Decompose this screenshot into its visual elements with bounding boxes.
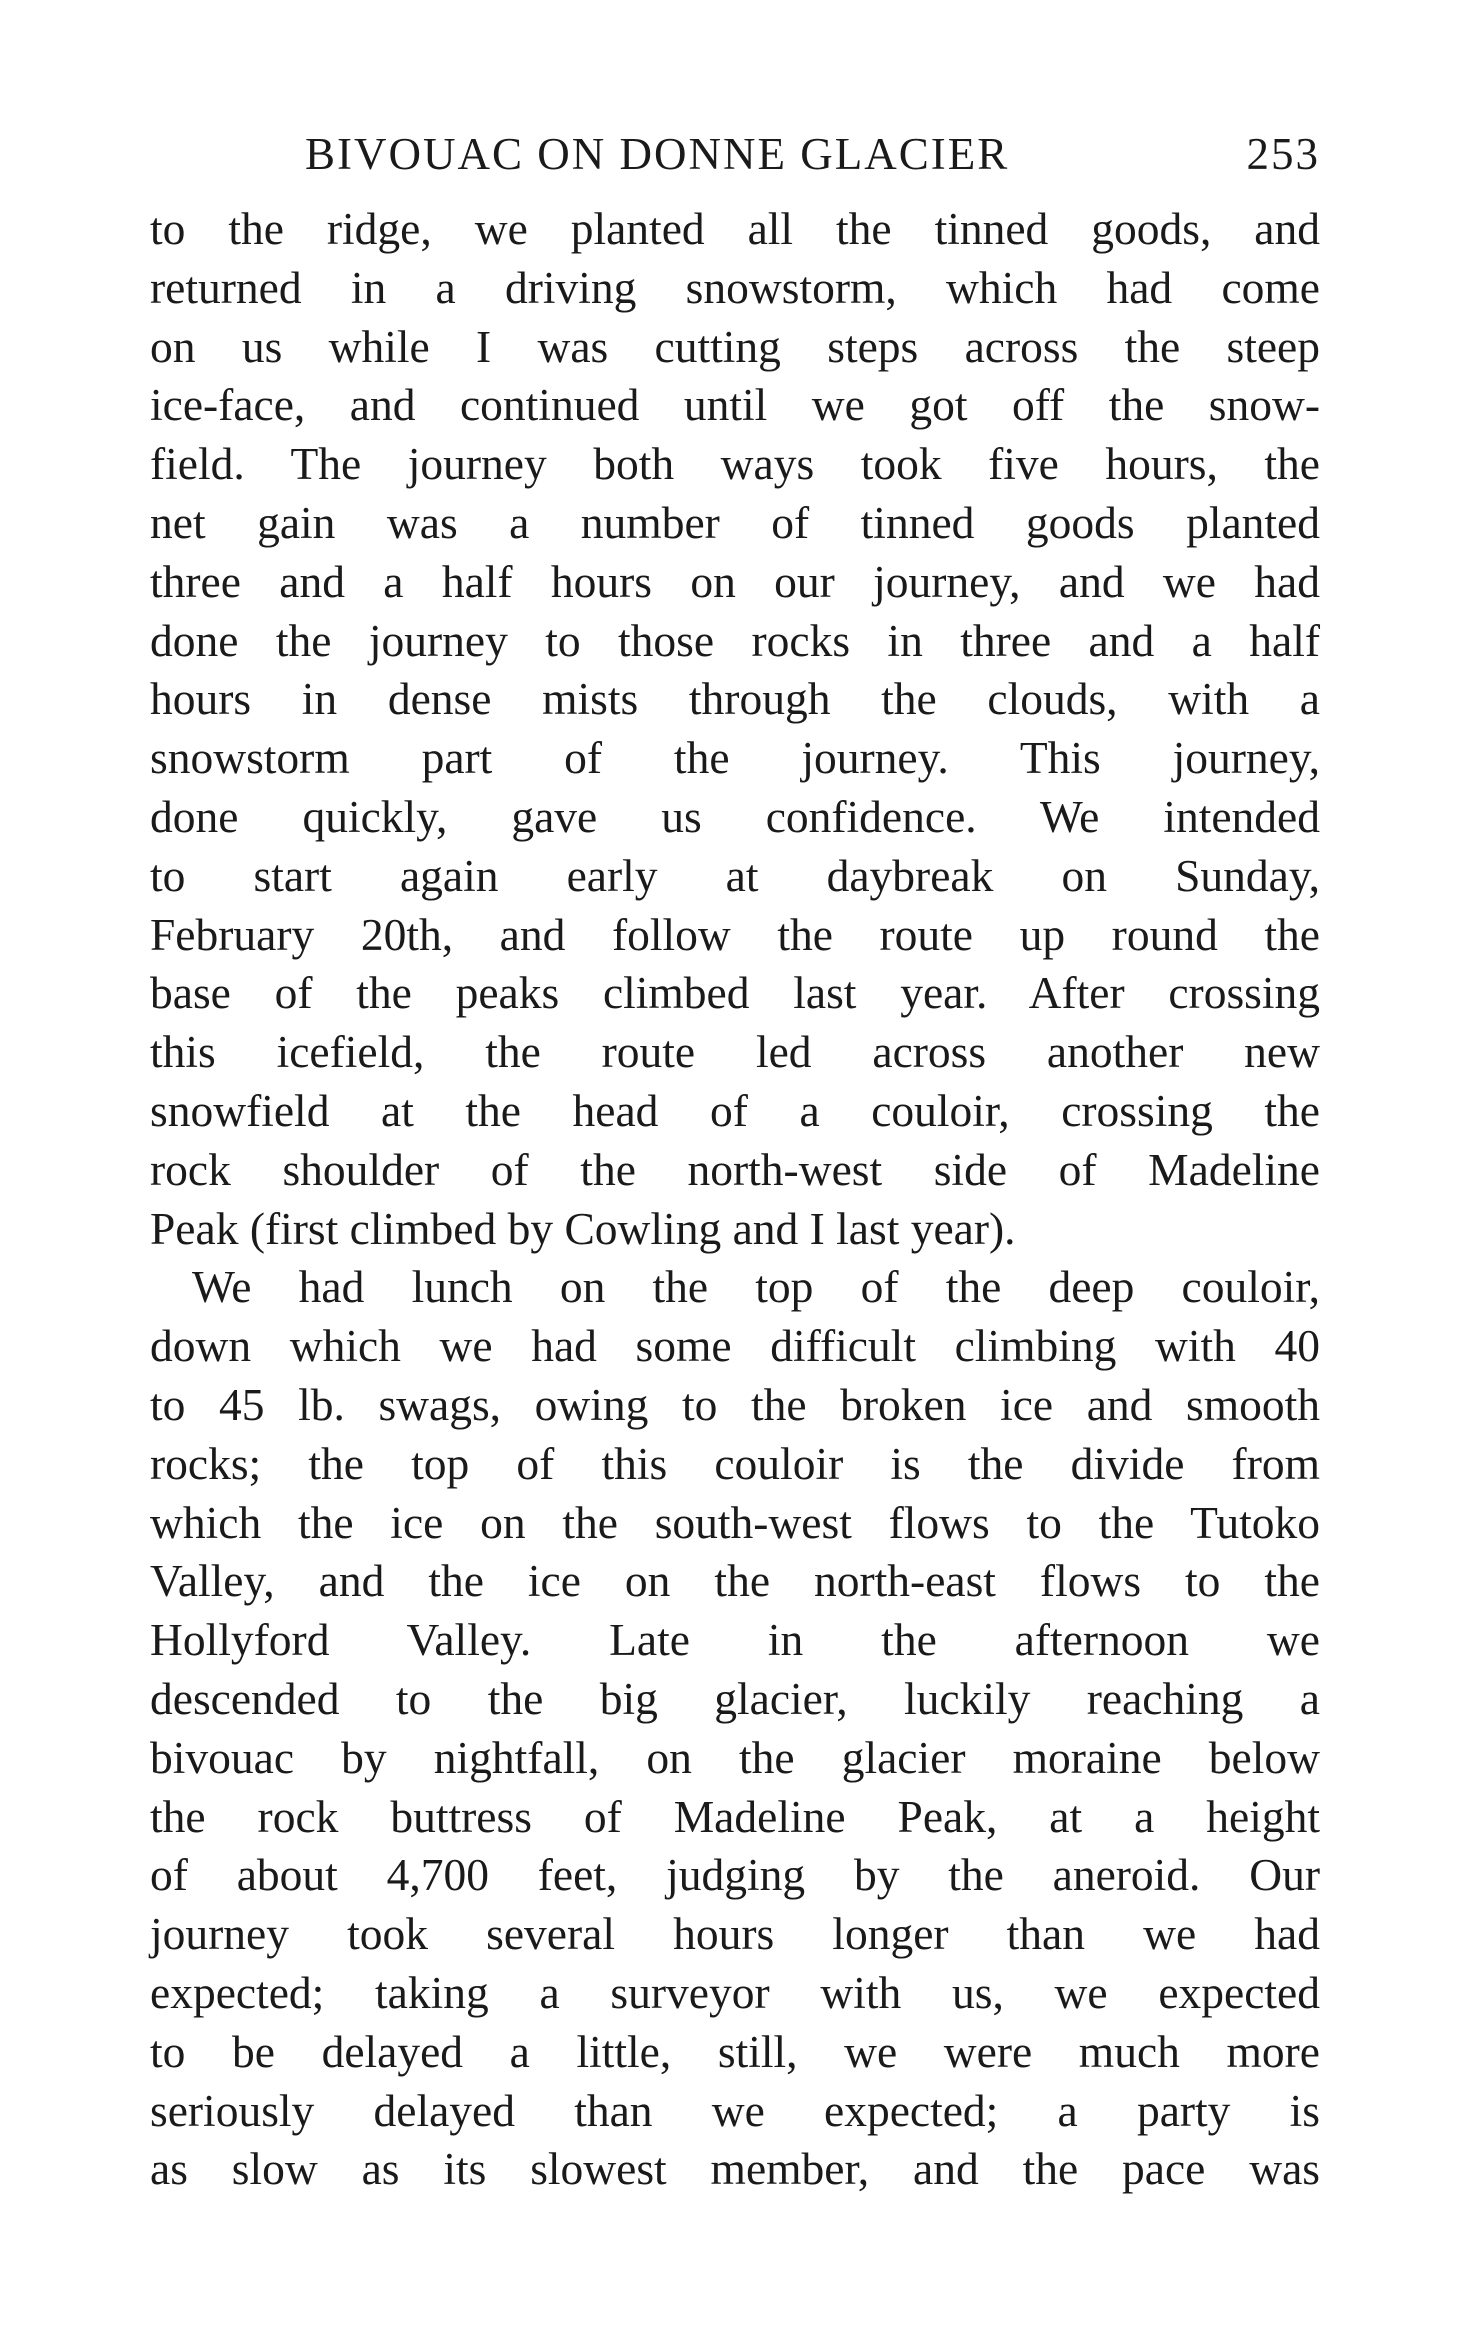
text-line: which the ice on the south-west flows to the Tutoko	[150, 1496, 1320, 1548]
page-number: 253	[1246, 129, 1320, 179]
text-line: on us while I was cutting steps across the steep	[150, 320, 1320, 372]
text-line: of about 4,700 feet, judging by the aneroid. Our	[150, 1849, 1320, 1901]
text-line: base of the peaks climbed last year. After crossing	[150, 967, 1320, 1019]
text-line: hours in dense mists through the clouds, with a	[150, 673, 1320, 725]
text-line: to 45 lb. swags, owing to the broken ice and smooth	[150, 1378, 1320, 1430]
text-line: February 20th, and follow the route up round the	[150, 908, 1320, 960]
text-line: ice-face, and continued until we got off the snow-	[150, 379, 1320, 431]
text-line: field. The journey both ways took five hours, the	[150, 438, 1320, 490]
text-line: journey took several hours longer than we had	[150, 1908, 1320, 1960]
text-line: three and a half hours on our journey, and we had	[150, 555, 1320, 607]
text-line: bivouac by nightfall, on the glacier moraine below	[150, 1731, 1320, 1783]
text-line: done quickly, gave us confidence. We intended	[150, 790, 1320, 842]
paragraph-2	[150, 1258, 1320, 2199]
text-line: done the journey to those rocks in three and a half	[150, 614, 1320, 666]
text-line: seriously delayed than we expected; a party is	[150, 2084, 1320, 2136]
text-line: returned in a driving snowstorm, which had come	[150, 261, 1320, 313]
book-page	[150, 128, 1320, 2199]
text-line: to start again early at daybreak on Sunday,	[150, 849, 1320, 901]
text-line: this icefield, the route led across another new	[150, 1026, 1320, 1078]
text-line: the rock buttress of Madeline Peak, at a height	[150, 1790, 1320, 1842]
body-text	[150, 200, 1320, 2199]
text-line: rocks; the top of this couloir is the divide from	[150, 1437, 1320, 1489]
text-line: descended to the big glacier, luckily reaching a	[150, 1672, 1320, 1724]
text-line: down which we had some difficult climbing with 40	[150, 1320, 1320, 1372]
text-line: Peak (first climbed by Cowling and I last year).	[150, 1202, 1016, 1254]
text-line: to the ridge, we planted all the tinned goods, and	[150, 203, 1320, 254]
paragraph-1	[150, 200, 1320, 1258]
text-line: Hollyford Valley. Late in the afternoon we	[150, 1614, 1320, 1666]
text-line: net gain was a number of tinned goods planted	[150, 496, 1320, 548]
running-header	[150, 128, 1320, 200]
text-line: We had lunch on the top of the deep couloir,	[192, 1261, 1320, 1313]
text-line: to be delayed a little, still, we were much more	[150, 2025, 1320, 2077]
text-line: rock shoulder of the north-west side of Madeline	[150, 1143, 1320, 1195]
text-line: snowstorm part of the journey. This journey,	[150, 732, 1320, 784]
text-line: Valley, and the ice on the north-east flows to the	[150, 1555, 1320, 1607]
text-line: snowfield at the head of a couloir, crossing the	[150, 1084, 1320, 1136]
running-title: BIVOUAC ON DONNE GLACIER	[305, 129, 1010, 179]
text-line: expected; taking a surveyor with us, we expected	[150, 1966, 1320, 2018]
text-line: as slow as its slowest member, and the pace was	[150, 2143, 1320, 2195]
